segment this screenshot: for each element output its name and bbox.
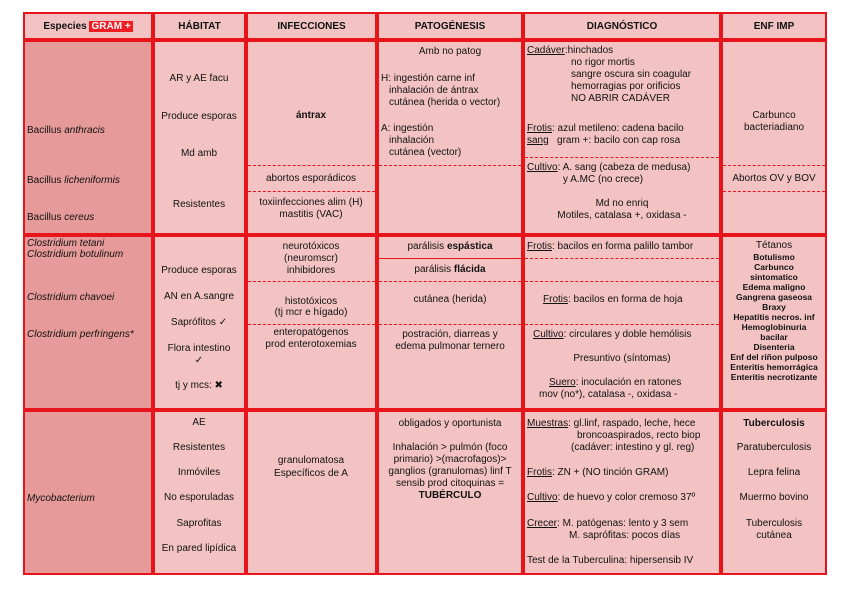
diag-cadaver: Cadáver:hinchados <box>527 45 614 56</box>
infeccion-line: enteropatógenos <box>273 327 349 338</box>
enf-abortos: Abortos OV y BOV <box>732 173 816 184</box>
enf-line: Tuberculosis <box>745 518 803 529</box>
enf-line: bacilar <box>760 332 788 342</box>
divider <box>379 165 521 166</box>
enf-line: Edema maligno <box>742 282 806 292</box>
enf-line: Enf del riñon pulposo <box>730 352 818 362</box>
infeccion-antrax: ántrax <box>295 110 327 121</box>
patog-line: edema pulmonar ternero <box>395 341 505 352</box>
enf-line: Tétanos <box>755 240 793 251</box>
diag-cultivo: Cultivo: A. sang (cabeza de medusa) <box>527 162 691 173</box>
species-bacillus-licheniformis: Bacillus licheniformis <box>27 175 120 186</box>
diag-crecer: Crecer: M. patógenas: lento y 3 sem <box>527 518 689 529</box>
patog-line: ganglios (granulomas) linf T <box>388 466 512 477</box>
diag-cultivo: Cultivo: de huevo y color cremoso 37º <box>527 492 696 503</box>
enf-line: Carbunco <box>754 262 794 272</box>
header-patogenesis: PATOGÉNESIS <box>377 12 523 40</box>
species-clostridium-chavoei: Clostridium chavoei <box>27 292 115 303</box>
patog-line: inhalación de ántrax <box>389 85 479 96</box>
species-clostridium-botulinum: Clostridium botulinum <box>27 249 124 260</box>
species-mycobacterium: Mycobacterium <box>27 493 95 504</box>
infeccion-abortos: abortos esporádicos <box>265 173 357 184</box>
enf-line: Enteritis necrotizante <box>730 372 818 382</box>
enf-line: Carbunco <box>752 110 796 121</box>
patog-line: postración, diarreas y <box>402 329 498 340</box>
clostridium-species-cell <box>23 235 153 410</box>
enf-line: Enteritis hemorrágica <box>730 362 818 372</box>
divider <box>379 281 521 282</box>
bacillus-enf-cell <box>721 40 827 235</box>
enf-tuberculosis: Tuberculosis <box>743 418 805 429</box>
species-table <box>23 12 827 575</box>
patog-title: Amb no patog <box>418 46 482 57</box>
diag-frotis: Frotis: ZN + (NO tinción GRAM) <box>527 467 669 478</box>
patog-line: inhalación <box>389 135 435 146</box>
patog-line: Inhalación > pulmón (foco <box>392 442 508 453</box>
enf-line: Gangrena gaseosa <box>735 292 813 302</box>
header-infecciones: INFECCIONES <box>246 12 377 40</box>
infeccion-line: Específicos de A <box>274 468 348 479</box>
patog-line: A: ingestión <box>381 123 434 134</box>
species-bacillus-cereus: Bacillus cereus <box>27 212 95 223</box>
gram-positive-highlight: GRAM + <box>91 20 131 32</box>
patog-line: sensib prod citoquinas = <box>395 478 505 489</box>
diag-suero: Suero: inoculación en ratones <box>549 377 682 388</box>
enf-line: Disenteria <box>753 342 795 352</box>
habitat-item: tj y mcs: ✖ <box>175 380 223 391</box>
patog-title: obligados y oportunista <box>398 418 502 429</box>
patog-line: primario) >(macrofagos)> <box>393 454 507 465</box>
species-clostridium-tetani: Clostridium tetani <box>27 238 105 249</box>
infeccion-mastitis: mastitis (VAC) <box>279 209 343 220</box>
enf-line: Braxy <box>762 302 786 312</box>
patog-line: H: ingestión carne inf <box>381 73 475 84</box>
diag-frotis-tambor: Frotis: bacilos en forma palillo tambor <box>527 241 694 252</box>
patog-line: cutánea (herida o vector) <box>389 97 501 108</box>
habitat-item: No esporuladas <box>163 492 235 503</box>
habitat-item: Inmóviles <box>177 467 221 478</box>
diag-frotis-sang: sang gram +: bacilo con cap rosa <box>527 135 681 146</box>
infeccion-toxi: toxiinfecciones alim (H) <box>259 197 363 208</box>
diag-line: Md no enriq <box>595 198 649 209</box>
header-habitat: HÁBITAT <box>153 12 246 40</box>
enf-line: Hemoglobinuria <box>741 322 807 332</box>
species-clostridium-perfringens: Clostridium perfringens* <box>27 329 134 340</box>
diag-cultivo: Cultivo: circulares y doble hemólisis <box>533 329 692 340</box>
infeccion-line: prod enterotoxemias <box>265 339 357 350</box>
divider <box>525 258 719 259</box>
infeccion-line: histotóxicos <box>284 296 338 307</box>
habitat-item: Saprófitos ✓ <box>170 317 228 328</box>
clostridium-patogenesis-cell <box>377 235 523 410</box>
divider <box>525 157 719 158</box>
enf-line: Hepatitis necros. inf <box>733 312 815 322</box>
habitat-item: Saprofitas <box>176 518 222 529</box>
infeccion-line: granulomatosa <box>277 455 345 466</box>
infeccion-line: inhibidores <box>286 265 336 276</box>
enf-line: Muermo bovino <box>739 492 809 503</box>
enf-line: bacteriadiano <box>743 122 805 133</box>
diag-line: no rigor mortis <box>571 57 635 68</box>
infeccion-line: (neuromscr) <box>284 253 338 264</box>
divider <box>723 165 825 166</box>
infeccion-line: (tj mcr e hígado) <box>274 307 348 318</box>
diag-line: hemorragias por orificios <box>571 81 681 92</box>
diag-line: NO ABRIR CADÁVER <box>571 93 670 104</box>
diag-line: y A.MC (no crece) <box>563 174 644 185</box>
habitat-item: AE <box>192 417 206 428</box>
header-especies: Especies GRAM + <box>23 12 153 40</box>
divider <box>248 165 375 166</box>
diag-line: Motiles, catalasa +, oxidasa - <box>557 210 687 221</box>
enf-line: Paratuberculosis <box>736 442 812 453</box>
diag-line: M. saprófitas: pocos días <box>569 530 681 541</box>
divider <box>723 191 825 192</box>
divider <box>525 324 719 325</box>
divider <box>248 191 375 192</box>
diag-frotis: Frotis: azul metileno: cadena bacilo <box>527 123 684 134</box>
mycobacterium-infecciones-cell <box>246 410 377 575</box>
habitat-item: En pared lipídica <box>161 543 237 554</box>
habitat-item: Produce esporas <box>161 111 237 122</box>
habitat-item: AN en A.sangre <box>163 291 235 302</box>
patog-cutanea: cutánea (herida) <box>413 294 487 305</box>
enf-line: Lepra felina <box>747 467 801 478</box>
patog-espastica: parálisis espástica <box>407 241 493 252</box>
infeccion-line: neurotóxicos <box>282 241 340 252</box>
divider <box>379 258 521 259</box>
diag-line: (cadáver: intestino y gl. reg) <box>571 442 695 453</box>
patog-flacida: parálisis flácida <box>414 264 486 275</box>
divider <box>248 324 375 325</box>
patog-tuberculo: TUBÉRCULO <box>418 490 482 501</box>
habitat-item: AR y AE facu <box>169 73 229 84</box>
divider <box>525 281 719 282</box>
enf-line: cutánea <box>756 530 792 541</box>
divider <box>379 324 521 325</box>
diag-muestras: Muestras: gl.linf, raspado, leche, hece <box>527 418 696 429</box>
header-diagnostico: DIAGNÓSTICO <box>523 12 721 40</box>
habitat-item: Flora intestino <box>167 343 231 354</box>
habitat-item: Resistentes <box>172 199 226 210</box>
divider <box>248 281 375 282</box>
habitat-item: Md amb <box>180 148 218 159</box>
diag-frotis-hoja: Frotis: bacilos en forma de hoja <box>543 294 683 305</box>
bacillus-species-cell <box>23 40 153 235</box>
header-enf-imp: ENF IMP <box>721 12 827 40</box>
enf-line: Botulismo <box>753 252 795 262</box>
diag-test: Test de la Tuberculina: hipersensib IV <box>527 555 694 566</box>
habitat-item: Produce esporas <box>161 265 237 276</box>
species-bacillus-anthracis: Bacillus anthracis <box>27 125 105 136</box>
diag-presuntivo: Presuntivo (síntomas) <box>573 353 671 364</box>
check-icon: ✓ <box>194 355 204 366</box>
diag-line: broncoaspirados, recto biop <box>577 430 701 441</box>
habitat-item: Resistentes <box>172 442 226 453</box>
patog-line: cutánea (vector) <box>389 147 462 158</box>
diag-line: sangre oscura sin coagular <box>571 69 692 80</box>
diag-line: mov (no*), catalasa -, oxidasa - <box>539 389 678 400</box>
enf-line: sintomatico <box>750 272 798 282</box>
